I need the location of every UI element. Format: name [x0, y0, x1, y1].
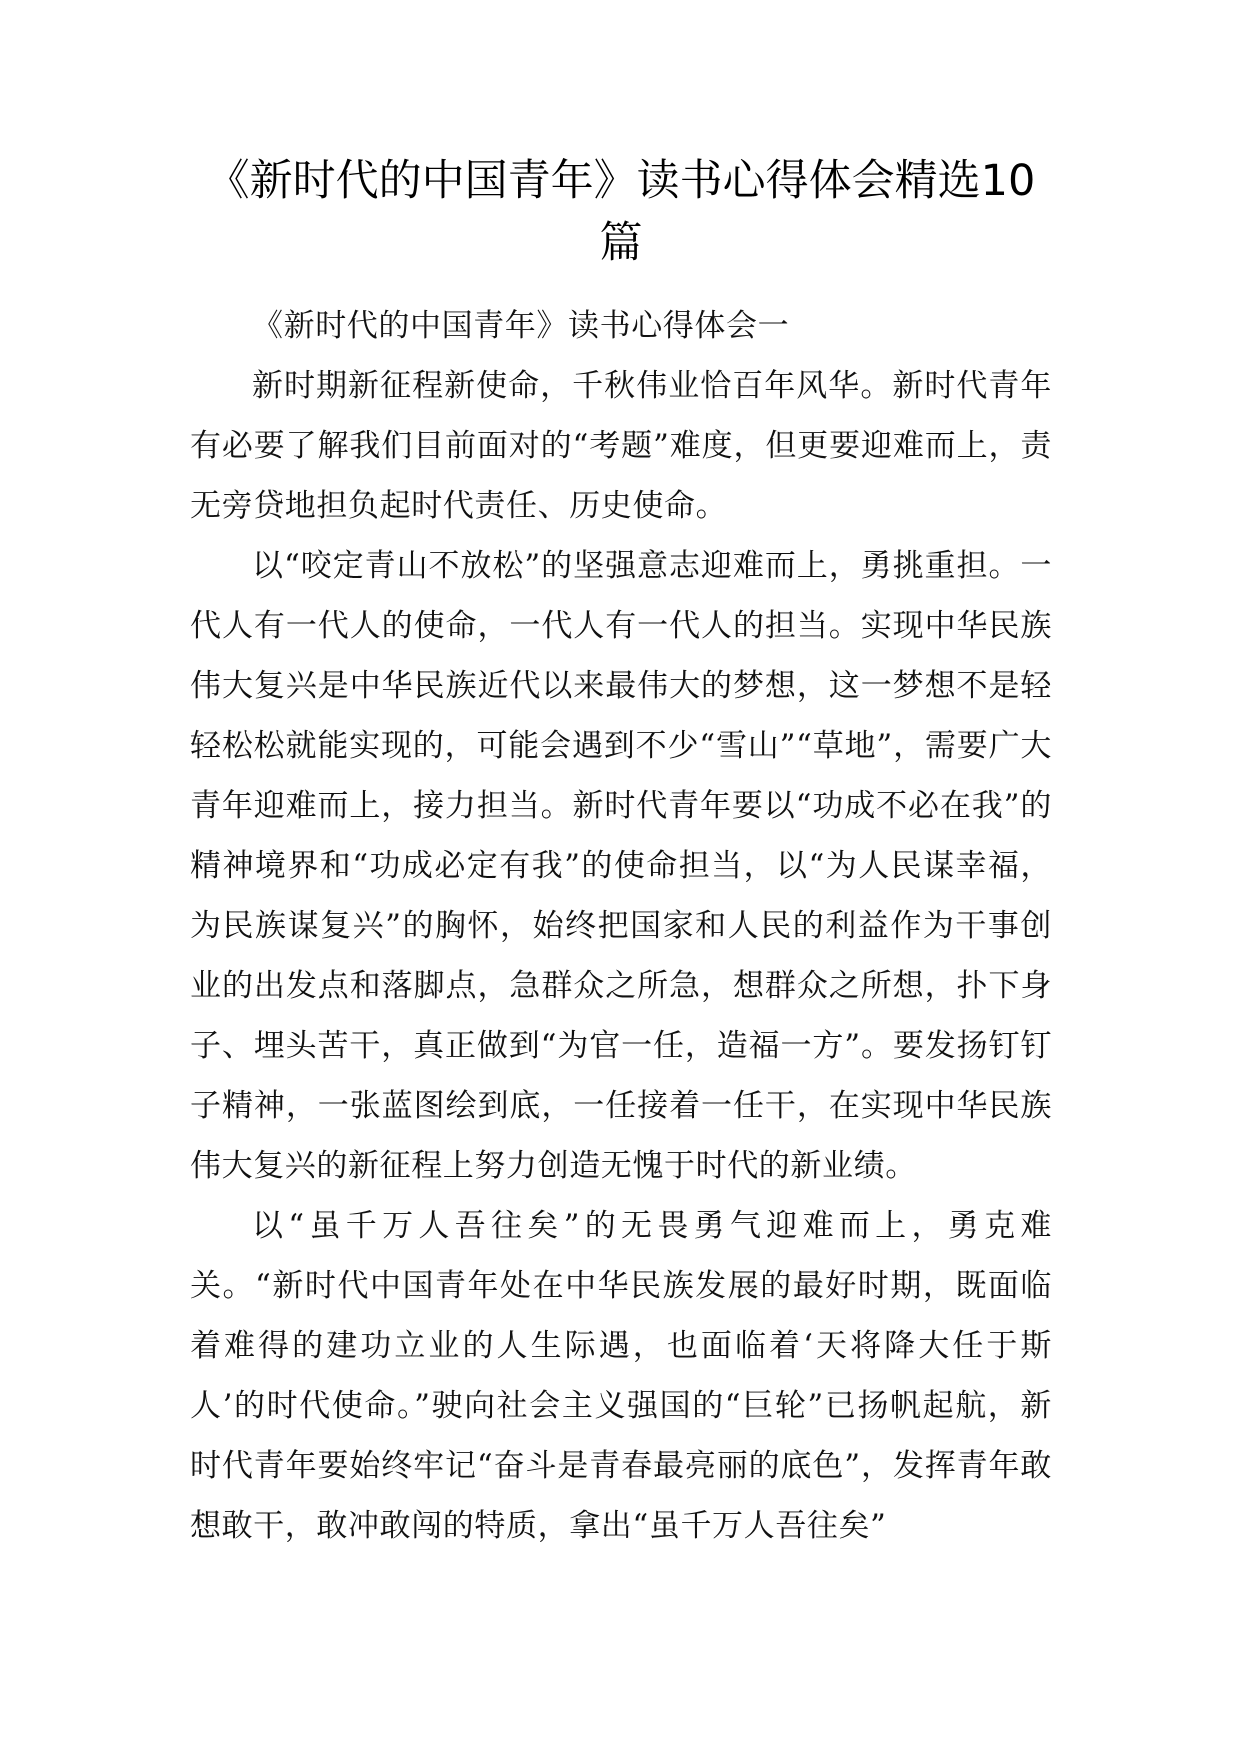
paragraph-1: 新时期新征程新使命，千秋伟业恰百年风华。新时代青年有必要了解我们目前面对的“考题”难度，但更要迎难而上，责无旁贷地担负起时代责任、历史使命。	[190, 368, 1052, 524]
document-body	[190, 296, 1052, 1556]
section-heading: 《新时代的中国青年》读书心得体会一	[252, 308, 790, 344]
paragraph-2: 以“咬定青山不放松”的坚强意志迎难而上，勇挑重担。一代人有一代人的使命，一代人有一代人的担当。实现中华民族伟大复兴是中华民族近代以来最伟大的梦想，这一梦想不是轻轻松松就能实现的，可能会遇到不少“雪山”“草地”，需要广大青年迎难而上，接力担当。新时代青年要以“功成不必在我”的精神境界和“功成必定有我”的使命担当，以“为人民谋幸福，为民族谋复兴”的胸怀，始终把国家和人民的利益作为干事创业的出发点和落脚点，急群众之所急，想群众之所想，扑下身子、埋头苦干，真正做到“为官一任，造福一方”。要发扬钉钉子精神，一张蓝图绘到底，一任接着一任干，在实现中华民族伟大复兴的新征程上努力创造无愧于时代的新业绩。	[190, 548, 1052, 1184]
document-title: 《新时代的中国青年》读书心得体会精选10篇	[206, 156, 1036, 268]
paragraph-3: 以“虽千万人吾往矣”的无畏勇气迎难而上，勇克难关。“新时代中国青年处在中华民族发展的最好时期，既面临着难得的建功立业的人生际遇，也面临着‘天将降大任于斯人’的时代使命。”驶向社会主义强国的“巨轮”已扬帆起航，新时代青年要始终牢记“奋斗是青春最亮丽的底色”，发挥青年敢想敢干，敢冲敢闯的特质，拿出“虽千万人吾往矣”	[190, 1208, 1052, 1544]
